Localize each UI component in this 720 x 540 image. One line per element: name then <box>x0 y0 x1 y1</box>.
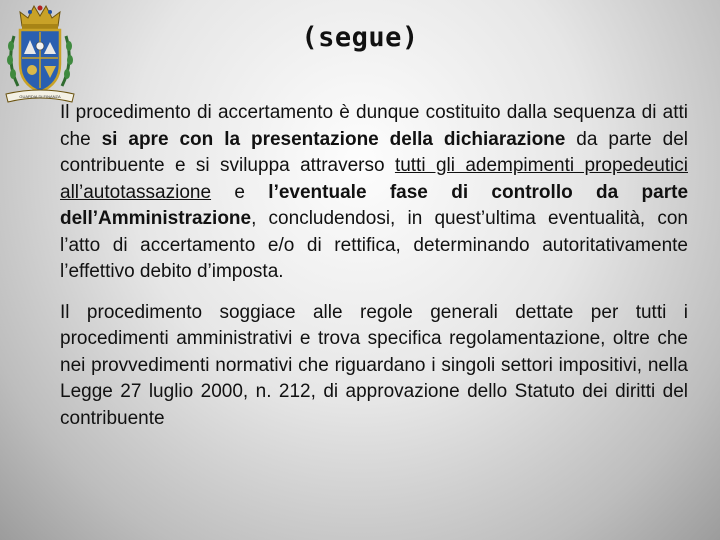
text-run: Il procedimento di accertamento è dunque costituito dalla sequenza di atti che <box>60 102 688 150</box>
paragraph-2 <box>60 300 688 433</box>
text-run: e <box>211 181 269 203</box>
crest-ribbon-text: GUARDIA DI FINANZA <box>19 94 61 99</box>
text-run: Il procedimento soggiace alle regole generali dettate per tutti i procedimenti amministrativi e trova specifica regolamentazione, oltre che nei provvedimenti normativi che riguardano i singoli settori impositivi, nella Legge 27 luglio 2000, n. 212, di approvazione dello Statuto dei diritti del contribuente <box>60 301 688 429</box>
text-run: da parte del contribuente e si sviluppa attraverso <box>60 128 688 176</box>
text-run: , concludendosi, in quest’ultima eventualità, con l’atto di accertamento e/o di rettifica, determinando autoritativamente l’effettivo debito d’imposta. <box>60 208 688 282</box>
text-run-underlined: tutti gli adempimenti propedeutici all’autotassazione <box>60 155 688 203</box>
slide-title: (segue) <box>301 22 419 53</box>
text-run-bold: l’eventuale fase di controllo da parte dell’Amministrazione <box>60 181 689 229</box>
paragraph-1 <box>60 100 688 286</box>
slide-body <box>60 100 688 432</box>
text-run-bold: si apre con la presentazione della dichiarazione <box>101 128 566 150</box>
coat-of-arms-icon <box>2 2 78 106</box>
